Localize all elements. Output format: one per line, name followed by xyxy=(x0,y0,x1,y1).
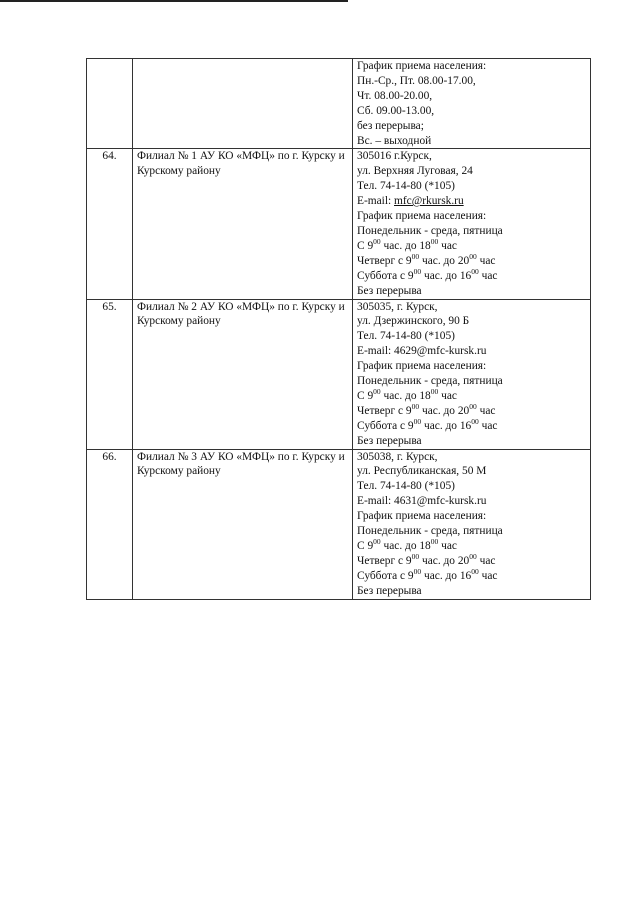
postal-address: 305016 г.Курск, xyxy=(357,150,432,163)
row-number xyxy=(87,59,133,149)
row-number: 64. xyxy=(87,149,133,299)
email-label: E-mail: xyxy=(357,195,395,208)
schedule-line: Вс. – выходной xyxy=(357,134,432,147)
schedule-days: Понедельник - среда, пятница xyxy=(357,224,503,237)
row-number: 66. xyxy=(87,449,133,599)
schedule-title: График приема населения: xyxy=(357,60,487,72)
break-note: Без перерыва xyxy=(357,284,422,297)
email-address: 4631@mfc-kursk.ru xyxy=(394,495,487,508)
thursday-hours: Четверг с $9^{00}$ час. до $20^{00}$ час xyxy=(357,551,496,567)
thursday-hours: Четверг с $9^{00}$ час. до $20^{00}$ час xyxy=(357,401,496,417)
scan-edge-line xyxy=(0,0,348,2)
email-line xyxy=(357,494,586,509)
break-note: Без перерыва xyxy=(357,434,422,447)
table-row-continued xyxy=(87,59,591,149)
branch-name xyxy=(133,59,353,149)
contact-info xyxy=(353,449,591,599)
email-label: E-mail: xyxy=(357,345,395,358)
phone-number: Тел. 74-14-80 (*105) xyxy=(357,480,455,493)
branch-name: Филиал № 1 АУ КО «МФЦ» по г. Курску и Курскому району xyxy=(133,149,353,299)
contact-info xyxy=(353,59,591,149)
weekday-hours: С $9^{00}$ час. до $18^{00}$ час xyxy=(357,386,457,402)
postal-address: 305038, г. Курск, xyxy=(357,450,438,463)
weekday-hours: С $9^{00}$ час. до $18^{00}$ час xyxy=(357,236,457,252)
schedule-line: Сб. 09.00-13.00, xyxy=(357,104,435,117)
contact-info xyxy=(353,149,591,299)
schedule-days: Понедельник - среда, пятница xyxy=(357,525,503,538)
street-address: ул. Верхняя Луговая, 24 xyxy=(357,165,473,178)
email-label: E-mail: xyxy=(357,495,395,508)
street-address: ул. Дзержинского, 90 Б xyxy=(357,315,470,328)
phone-number: Тел. 74-14-80 (*105) xyxy=(357,180,455,193)
break-note: Без перерыва xyxy=(357,584,422,597)
email-line xyxy=(357,194,586,209)
email-line xyxy=(357,344,586,359)
saturday-hours: Суббота с $9^{00}$ час. до $16^{00}$ час xyxy=(357,266,498,282)
table-row xyxy=(87,449,591,599)
street-address: ул. Республиканская, 50 М xyxy=(357,465,487,478)
weekday-hours: С $9^{00}$ час. до $18^{00}$ час xyxy=(357,537,457,552)
schedule-days: Понедельник - среда, пятница xyxy=(357,375,503,388)
phone-number: Тел. 74-14-80 (*105) xyxy=(357,330,455,343)
schedule-title: График приема населения: xyxy=(357,210,487,223)
postal-address: 305035, г. Курск, xyxy=(357,300,438,313)
thursday-hours: Четверг с $9^{00}$ час. до $20^{00}$ час xyxy=(357,251,496,267)
branch-name: Филиал № 3 АУ КО «МФЦ» по г. Курску и Курскому району xyxy=(133,449,353,599)
schedule-title: График приема населения: xyxy=(357,360,487,373)
saturday-hours: Суббота с $9^{00}$ час. до $16^{00}$ час xyxy=(357,416,498,432)
mfc-branches-table xyxy=(86,58,591,600)
table-row xyxy=(87,149,591,299)
table-row xyxy=(87,299,591,449)
contact-info xyxy=(353,299,591,449)
email-address: 4629@mfc-kursk.ru xyxy=(394,345,487,358)
schedule-line: Пн.-Ср., Пт. 08.00-17.00, xyxy=(357,74,476,87)
email-link[interactable]: mfc@rkursk.ru xyxy=(394,195,464,208)
branch-name: Филиал № 2 АУ КО «МФЦ» по г. Курску и Курскому району xyxy=(133,299,353,449)
schedule-line: Чт. 08.00-20.00, xyxy=(357,89,433,102)
saturday-hours: Суббота с $9^{00}$ час. до $16^{00}$ час xyxy=(357,566,498,582)
row-number: 65. xyxy=(87,299,133,449)
schedule-title: График приема населения: xyxy=(357,510,487,523)
schedule-line: без перерыва; xyxy=(357,119,424,132)
